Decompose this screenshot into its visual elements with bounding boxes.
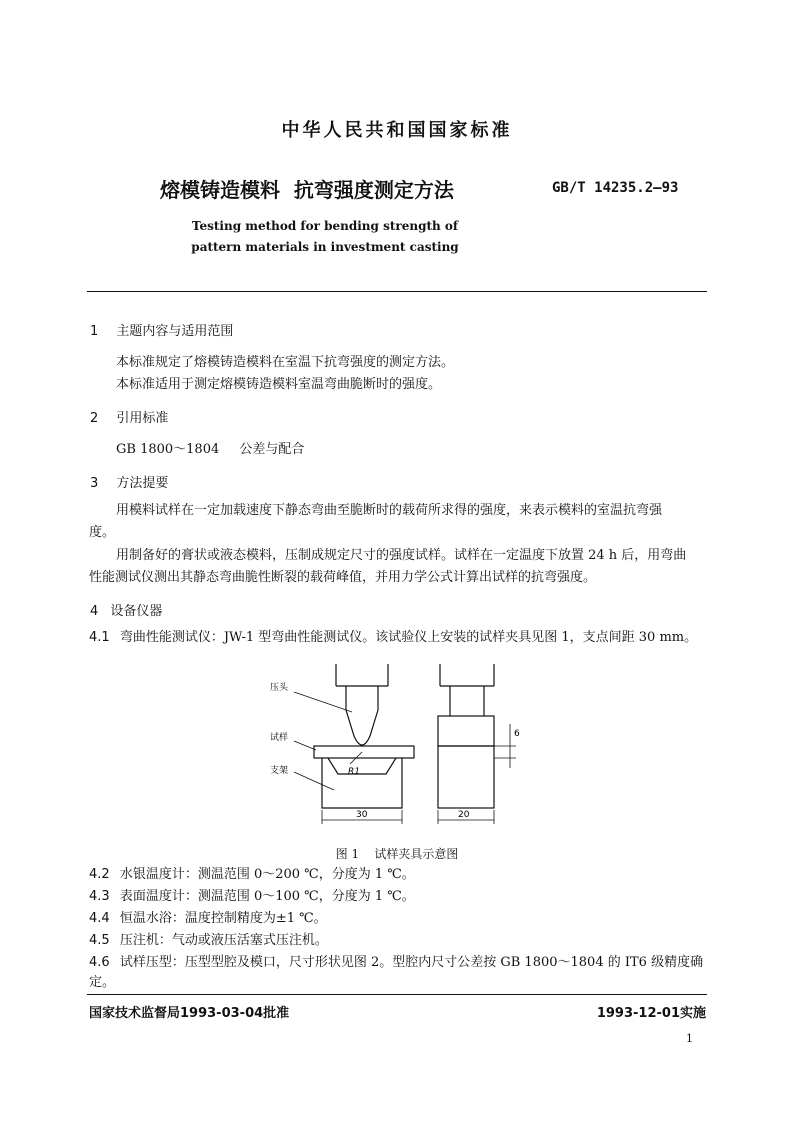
effective-date: 1993-12-01实施 bbox=[596, 1006, 706, 1021]
section-2-heading bbox=[90, 407, 168, 426]
reference-title: 公差与配合 bbox=[239, 442, 305, 457]
side-view-shape bbox=[438, 664, 494, 808]
issuing-org: 中华人民共和国国家标准 bbox=[281, 120, 513, 141]
specimen-bar bbox=[314, 746, 414, 758]
section-title: 主题内容与适用范围 bbox=[116, 324, 234, 339]
clause-number: 4.4 bbox=[89, 911, 110, 926]
page-number: 1 bbox=[686, 1032, 693, 1045]
clause-number: 4.3 bbox=[89, 889, 110, 904]
clause-4-6-continued: 定。 bbox=[89, 975, 116, 990]
clause-4-6 bbox=[89, 950, 703, 976]
clause-number: 4.5 bbox=[89, 933, 110, 948]
clause-text: 水银温度计：测温范围 0～200 ℃，分度为 1 ℃。 bbox=[119, 867, 415, 882]
section-title: 设备仪器 bbox=[110, 604, 163, 619]
paragraph: 用制备好的膏状或液态模料，压制成规定尺寸的强度试样。试样在一定温度下放置 24 h 后，用弯曲 bbox=[116, 548, 687, 563]
label-specimen: 试样 bbox=[270, 733, 289, 743]
section-number: 2 bbox=[90, 411, 99, 426]
dimension-height: 6 bbox=[514, 729, 520, 739]
section-1-heading bbox=[90, 320, 233, 339]
header-divider bbox=[87, 291, 707, 292]
clause-text: 试样压型：压型型腔及模口，尺寸形状见图 2。型腔内尺寸公差按 GB 1800～1804 的 IT6 级精度确 bbox=[119, 955, 704, 970]
clause-text: 恒温水浴：温度控制精度为±1 ℃。 bbox=[119, 911, 327, 926]
document-title-cn: 熔模铸造模料 抗弯强度测定方法 bbox=[160, 178, 454, 202]
support-shape bbox=[322, 758, 402, 808]
paragraph: 本标准规定了熔模铸造模料在室温下抗弯强度的测定方法。 bbox=[116, 355, 455, 370]
paragraph: 用模料试样在一定加载速度下静态弯曲至脆断时的载荷所求得的强度，来表示模料的室温抗弯强 bbox=[116, 503, 663, 518]
section-title: 引用标准 bbox=[116, 411, 169, 426]
paragraph: 本标准适用于测定熔模铸造模料室温弯曲脆断时的强度。 bbox=[116, 377, 442, 392]
section-3-heading bbox=[90, 472, 168, 491]
clause-number: 4.2 bbox=[89, 867, 110, 882]
clause-text: 压注机：气动或液压活塞式压注机。 bbox=[119, 933, 328, 948]
reference-code: GB 1800～1804 bbox=[116, 442, 220, 457]
footer-divider bbox=[87, 994, 707, 995]
press-head-shape bbox=[336, 664, 388, 745]
dimension-width: 20 bbox=[458, 810, 470, 820]
section-title: 方法提要 bbox=[116, 476, 169, 491]
label-press-head: 压头 bbox=[270, 683, 289, 693]
approval-line: 国家技术监督局1993-03-04批准 bbox=[89, 1006, 290, 1021]
label-support: 支架 bbox=[270, 766, 289, 776]
clause-text: 表面温度计：测温范围 0～100 ℃，分度为 1 ℃。 bbox=[119, 889, 415, 904]
standard-number: GB/T 14235.2—93 bbox=[552, 180, 679, 196]
section-number: 3 bbox=[90, 476, 99, 491]
section-4-heading bbox=[90, 600, 162, 619]
clause-number: 4.6 bbox=[89, 955, 110, 970]
clause-number: 4.1 bbox=[89, 630, 110, 645]
document-title-en-line1: Testing method for bending strength of bbox=[191, 219, 459, 233]
figure-1-diagram bbox=[262, 664, 522, 834]
paragraph: 度。 bbox=[89, 525, 116, 540]
reference-entry bbox=[116, 437, 304, 463]
document-title-en-line2: pattern materials in investment casting bbox=[191, 240, 459, 254]
figure-caption: 图 1 试样夹具示意图 bbox=[335, 847, 459, 861]
paragraph: 性能测试仪测出其静态弯曲脆性断裂的载荷峰值，并用力学公式计算出试样的抗弯强度。 bbox=[89, 570, 597, 585]
clause-4-1 bbox=[89, 625, 697, 651]
clause-text: 弯曲性能测试仪：JW-1 型弯曲性能测试仪。该试验仪上安装的试样夹具见图 1，支点间距 30 mm。 bbox=[119, 630, 698, 645]
section-number: 1 bbox=[90, 324, 99, 339]
dimension-span: 30 bbox=[356, 810, 368, 820]
label-radius: R1 bbox=[348, 767, 360, 777]
section-number: 4 bbox=[90, 604, 99, 619]
